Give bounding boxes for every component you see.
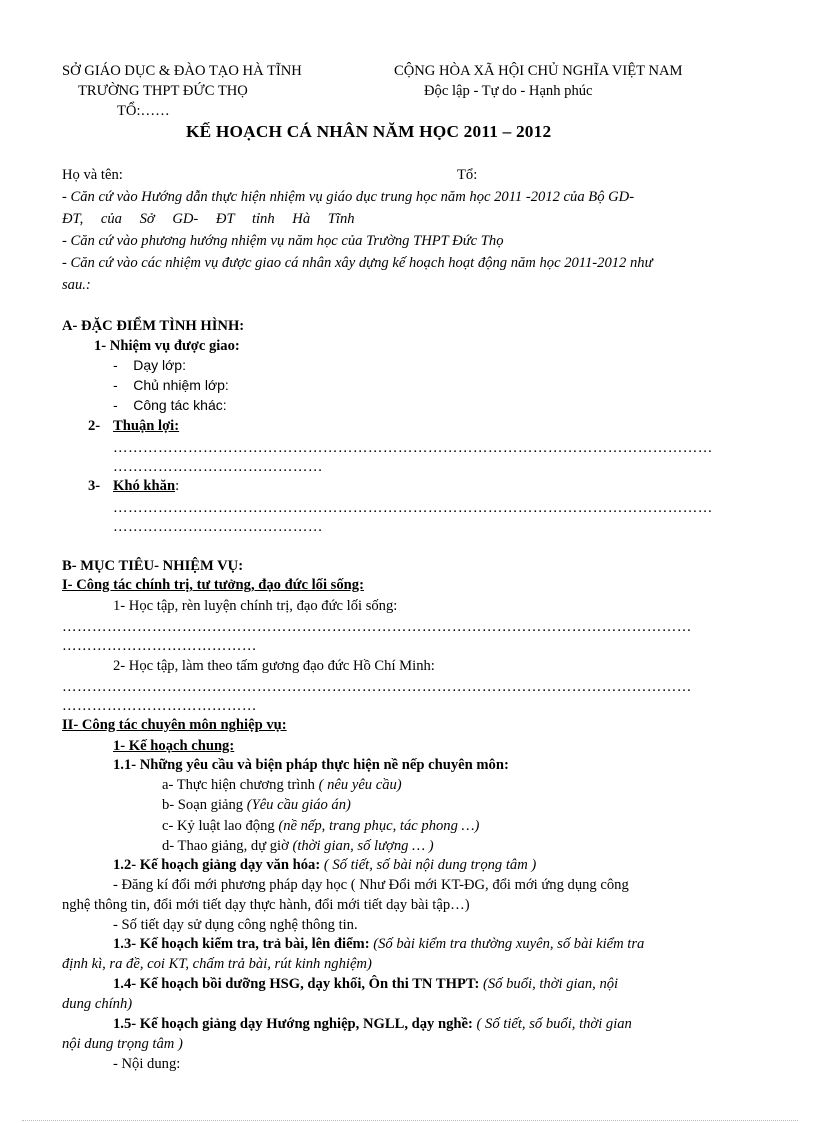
basis-line-5: sau.:	[62, 277, 91, 293]
header-motto: Độc lập - Tự do - Hạnh phúc	[424, 83, 593, 99]
subsection-1-3: 1.3- Kế hoạch kiểm tra, trả bài, lên điểm: (Số bài kiểm tra thường xuyên, số bài kiểm tra	[113, 936, 645, 952]
basis-line-2: ĐT, của Sở GD- ĐT tỉnh Hà Tĩnh	[62, 211, 355, 227]
s14-note-line-2: dung chính)	[62, 996, 133, 1012]
subsection-1-1: 1.1- Những yêu cầu và biện pháp thực hiện nề nếp chuyên môn:	[113, 757, 509, 773]
section-b-part-1: I- Công tác chính trị, tư tưởng, đạo đức lối sống:	[62, 577, 364, 593]
subitem-cong-tac-khac: - Công tác khác:	[113, 397, 227, 413]
header-org: SỞ GIÁO DỤC & ĐÀO TẠO HÀ TĨNH	[62, 63, 302, 79]
section-b-heading: B- MỤC TIÊU- NHIỆM VỤ:	[62, 558, 244, 574]
header-country: CỘNG HÒA XÃ HỘI CHỦ NGHĨA VIỆT NAM	[394, 63, 683, 79]
basis-line-1: - Căn cứ vào Hướng dẫn thực hiện nhiệm vụ giáo dục trung học năm học 2011 -2012 của Bộ GD-	[62, 189, 635, 205]
subitem-day-lop: - Dạy lớp:	[113, 357, 186, 373]
s11-item-a: a- Thực hiện chương trình ( nêu yêu cầu)	[162, 777, 402, 793]
content-label: - Nội dung:	[113, 1056, 181, 1072]
basis-line-3: - Căn cứ vào phương hướng nhiệm vụ năm học của Trường THPT Đức Thọ	[62, 233, 504, 249]
s11-item-d: d- Thao giảng, dự giờ (thời gian, số lượng … )	[162, 838, 434, 854]
section-a-item-3-num: 3-	[88, 478, 101, 494]
subsection-1-4: 1.4- Kế hoạch bồi dưỡng HSG, dạy khối, Ôn thi TN THPT: (Số buổi, thời gian, nội	[113, 976, 619, 992]
dots-line: …………………………………	[62, 638, 257, 654]
header-school: TRƯỜNG THPT ĐỨC THỌ	[78, 83, 248, 99]
section-a-item-2-num: 2-	[88, 418, 101, 434]
subsection-1-5: 1.5- Kế hoạch giảng dạy Hướng nghiệp, NGLL, dạy nghề: ( Số tiết, số buổi, thời gian	[113, 1016, 632, 1032]
subitem-chu-nhiem: - Chủ nhiệm lớp:	[113, 377, 229, 393]
plan-heading: 1- Kế hoạch chung:	[113, 738, 235, 754]
s12-line-1: - Đăng kí đổi mới phương pháp dạy học ( Như Đổi mới KT-ĐG, đổi mới ứng dụng công	[113, 877, 629, 893]
dots-line: ………………………………………………………………………………………………………………	[62, 679, 692, 695]
header-group: TỔ:……	[117, 103, 170, 119]
s13-note-line-2: định kì, ra đề, coi KT, chấm trả bài, rút kinh nghiệm)	[62, 956, 372, 972]
s12-line-3: - Số tiết dạy sử dụng công nghệ thông tin.	[113, 917, 358, 933]
name-label: Họ và tên:	[62, 167, 123, 183]
section-b-part-2: II- Công tác chuyên môn nghiệp vụ:	[62, 717, 287, 733]
page-bottom-rule	[22, 1120, 798, 1121]
s15-note-line-2: nội dung trọng tâm )	[62, 1036, 183, 1052]
s11-item-c: c- Kỷ luật lao động (nề nếp, trang phục, tác phong …)	[162, 818, 480, 834]
group-label: Tổ:	[457, 167, 478, 183]
section-a-item-1: 1- Nhiệm vụ được giao:	[94, 338, 240, 354]
page-title: KẾ HOẠCH CÁ NHÂN NĂM HỌC 2011 – 2012	[186, 122, 552, 141]
dots-line: …………………………………	[62, 698, 257, 714]
subsection-1-2: 1.2- Kế hoạch giảng dạy văn hóa: ( Số tiết, số bài nội dung trọng tâm )	[113, 857, 537, 873]
s11-item-b: b- Soạn giảng (Yêu cầu giáo án)	[162, 797, 351, 813]
dots-line: ……………………………………	[113, 519, 323, 535]
dots-line: ………………………………………………………………………………………………………………	[62, 619, 692, 635]
s12-line-2: nghệ thông tin, đổi mới tiết dạy thực hành, đổi mới tiết dạy bài tập…)	[62, 897, 470, 913]
dots-line: ……………………………………	[113, 459, 323, 475]
basis-line-4: - Căn cứ vào các nhiệm vụ được giao cá nhân xây dựng kế hoạch hoạt động năm học 2011-2012 như	[62, 255, 653, 271]
part1-item-2: 2- Học tập, làm theo tấm gương đạo đức Hồ Chí Minh:	[113, 658, 435, 674]
section-a-item-3: Khó khăn:	[113, 478, 180, 494]
part1-item-1: 1- Học tập, rèn luyện chính trị, đạo đức lối sống:	[113, 598, 398, 614]
dots-line: …………………………………………………………………………………………………………	[113, 500, 713, 516]
section-a-heading: A- ĐẶC ĐIỂM TÌNH HÌNH:	[62, 318, 245, 334]
section-a-item-2: Thuận lợi:	[113, 418, 180, 434]
dots-line: …………………………………………………………………………………………………………	[113, 440, 713, 456]
